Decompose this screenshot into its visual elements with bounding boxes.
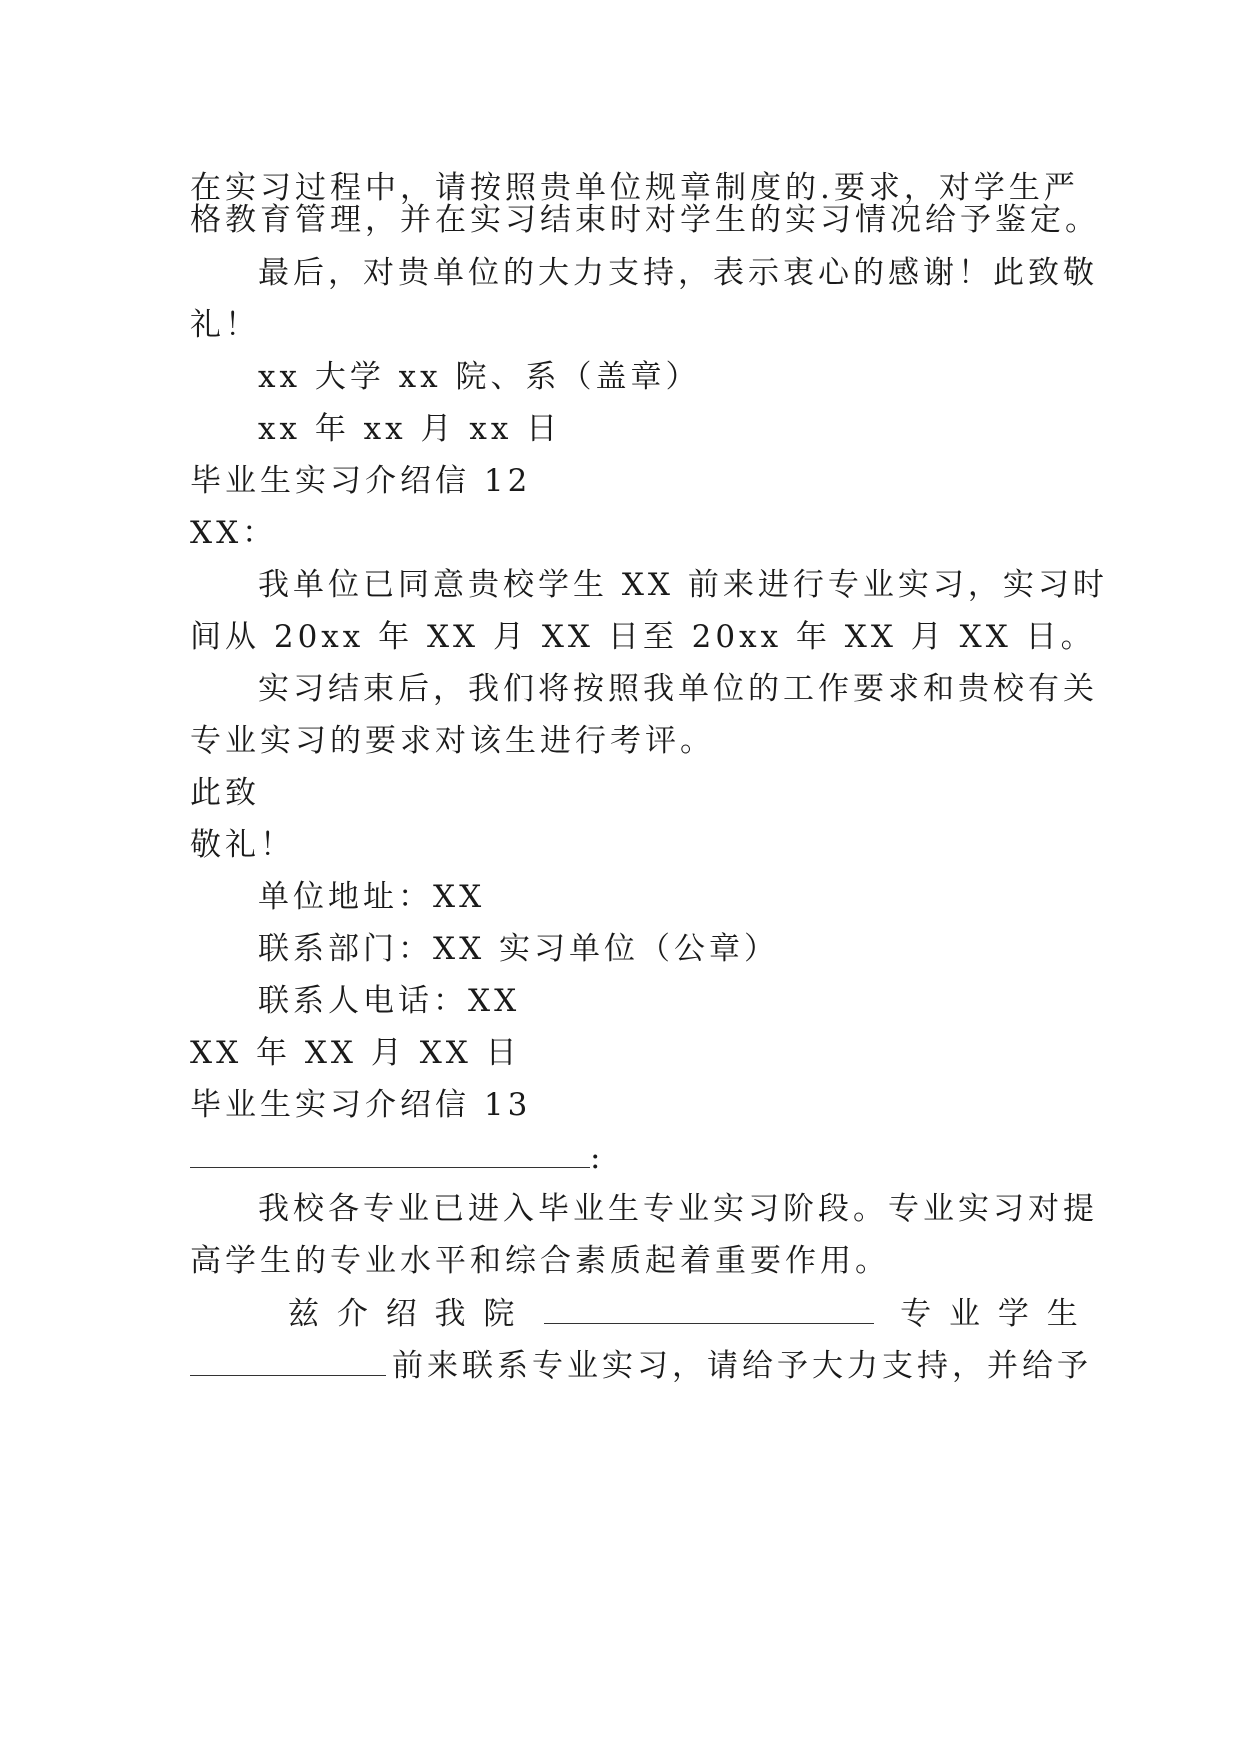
paragraph-line: 间从 20xx 年 XX 月 XX 日至 20xx 年 XX 月 XX 日。 [190, 619, 1096, 655]
paragraph-line: 实习结束后，我们将按照我单位的工作要求和贵校有关 [258, 671, 1098, 707]
paragraph-line [288, 1293, 1082, 1333]
closing-line: 敬礼！ [190, 827, 295, 863]
paragraph-line: 最后，对贵单位的大力支持，表示衷心的感谢！此致敬 [258, 255, 1098, 291]
student-name-blank [190, 1345, 386, 1376]
recipient-colon: : [590, 1140, 605, 1176]
paragraph-line: 礼！ [190, 307, 260, 343]
date-line: xx 年 xx 月 xx 日 [258, 411, 562, 447]
recipient-line: XX： [190, 515, 278, 551]
paragraph-line: 我校各专业已进入毕业生专业实习阶段。专业实习对提 [258, 1191, 1098, 1227]
paragraph-line: 我单位已同意贵校学生 XX 前来进行专业实习，实习时 [258, 567, 1108, 603]
intro-mid: 专 业 学 生 [900, 1296, 1082, 1332]
section-title: 毕业生实习介绍信 13 [190, 1087, 532, 1123]
department-line: 联系部门：XX 实习单位（公章） [258, 931, 779, 967]
address-line: 单位地址：XX [258, 879, 486, 915]
intro-suffix: 前来联系专业实习，请给予大力支持，并给予 [392, 1348, 1092, 1384]
major-blank [544, 1293, 874, 1324]
date-line: XX 年 XX 月 XX 日 [190, 1035, 521, 1071]
recipient-line [190, 1137, 604, 1177]
signature-line: xx 大学 xx 院、系（盖章） [258, 359, 701, 395]
paragraph-line: 专业实习的要求对该生进行考评。 [190, 723, 715, 759]
paragraph-line: 在实习过程中，请按照贵单位规章制度的.要求，对学生严 [190, 170, 1079, 206]
paragraph-line: 格教育管理，并在实习结束时对学生的实习情况给予鉴定。 [190, 202, 1100, 238]
recipient-blank [190, 1137, 590, 1168]
intro-prefix: 兹 介 绍 我 院 [288, 1296, 519, 1332]
section-title: 毕业生实习介绍信 12 [190, 463, 532, 499]
closing-line: 此致 [190, 775, 260, 811]
paragraph-line [190, 1345, 1092, 1385]
paragraph-line: 高学生的专业水平和综合素质起着重要作用。 [190, 1243, 890, 1279]
phone-line: 联系人电话：XX [258, 983, 521, 1019]
